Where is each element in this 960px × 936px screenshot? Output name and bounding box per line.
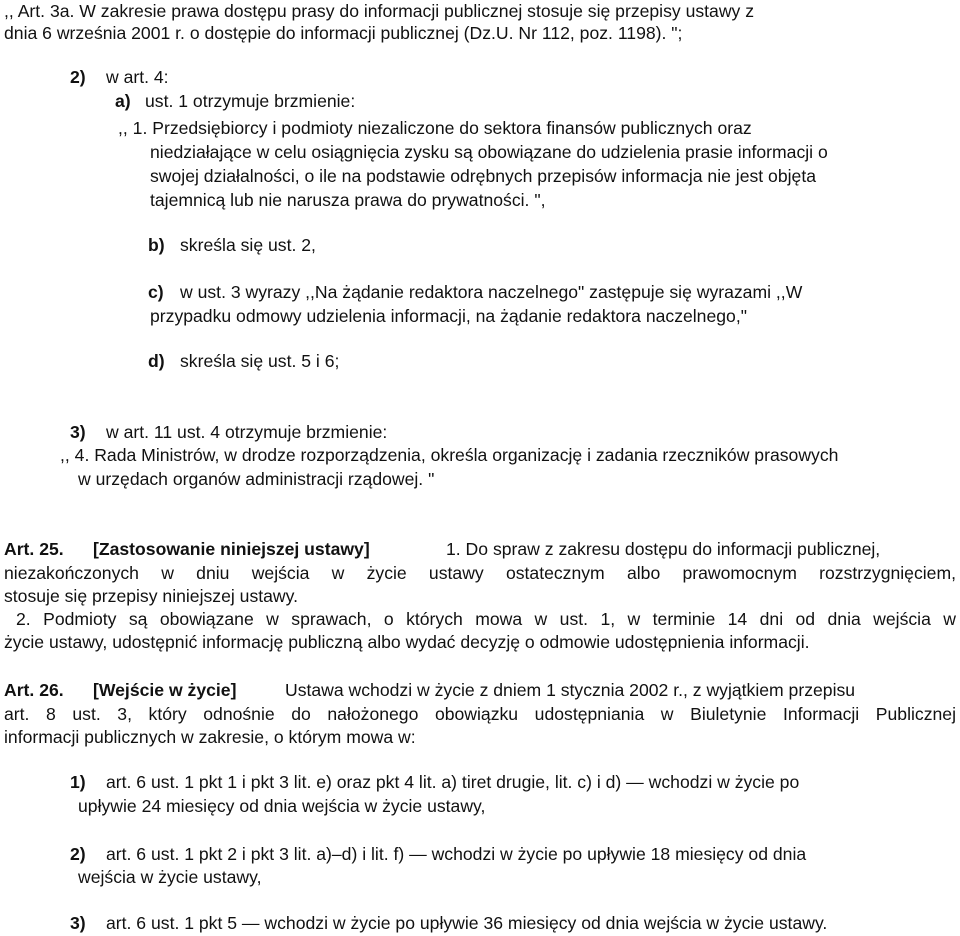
art25-title: [Zastosowanie niniejszej ustawy] — [93, 539, 370, 559]
enum-2-line-1: art. 6 ust. 1 pkt 2 i pkt 3 lit. a)–d) i lit. f) — wchodzi w życie po upływie 18 miesięcy od dnia — [106, 844, 807, 864]
letter-d: d) — [148, 351, 165, 371]
point-3-number: 3) — [70, 422, 86, 442]
point-2-text: w art. 4: — [106, 67, 169, 87]
art26-line-3: informacji publicznych w zakresie, o którym mowa w: — [4, 727, 416, 747]
letter-b: b) — [148, 235, 165, 255]
point-3-quote-line-2: w urzędach organów administracji rządowej. " — [78, 469, 435, 489]
letter-c-line-2: przypadku odmowy udzielenia informacji, na żądanie redaktora naczelnego," — [150, 306, 747, 326]
art25-line-4: 2. Podmioty są obowiązane w sprawach, o których mowa w ust. 1, w terminie 14 dni od dnia wejścia w — [16, 609, 956, 629]
art25-line-2: niezakończonych w dniu wejścia w życie ustawy ostatecznym albo prawomocnym rozstrzygnięciem, — [4, 563, 956, 583]
letter-a: a) — [115, 91, 131, 111]
enum-1-number: 1) — [70, 772, 86, 792]
art26-line-1: Ustawa wchodzi w życie z dniem 1 stycznia 2002 r., z wyjątkiem przepisu — [285, 680, 856, 700]
art26-line-2: art. 8 ust. 3, który odnośnie do nałożonego obowiązku udostępniania w Biuletynie Informacji Publicznej — [4, 704, 956, 724]
art25-line-5: życie ustawy, udostępnić informację publiczną albo wydać decyzję o odmowie udostępnienia informacji. — [4, 632, 810, 652]
art25-line-3: stosuje się przepisy niniejszej ustawy. — [4, 586, 299, 606]
art25-line-1: 1. Do spraw z zakresu dostępu do informacji publicznej, — [446, 539, 881, 559]
quote-a-line-4: tajemnicą lub nie narusza prawa do prywatności. ", — [150, 190, 546, 210]
point-3-text: w art. 11 ust. 4 otrzymuje brzmienie: — [106, 422, 388, 442]
letter-a-text: ust. 1 otrzymuje brzmienie: — [145, 91, 356, 111]
point-3-quote-line-1: ,, 4. Rada Ministrów, w drodze rozporządzenia, określa organizację i zadania rzeczników prasowych — [60, 445, 839, 465]
art26-label: Art. 26. — [4, 680, 64, 700]
enum-2-line-2: wejścia w życie ustawy, — [78, 867, 262, 887]
art25-label: Art. 25. — [4, 539, 64, 559]
letter-c-line-1: w ust. 3 wyrazy ,,Na żądanie redaktora naczelnego" zastępuje się wyrazami ,,W — [180, 282, 803, 302]
enum-1-line-1: art. 6 ust. 1 pkt 1 i pkt 3 lit. e) oraz pkt 4 lit. a) tiret drugie, lit. c) i d) — wchodzi w życie po — [106, 772, 800, 792]
art3a-line-2: dnia 6 września 2001 r. o dostępie do informacji publicznej (Dz.U. Nr 112, poz. 1198). "; — [4, 23, 683, 43]
point-2-number: 2) — [70, 67, 86, 87]
letter-c: c) — [148, 282, 164, 302]
enum-3-line-1: art. 6 ust. 1 pkt 5 — wchodzi w życie po upływie 36 miesięcy od dnia wejścia w życie ustawy. — [106, 913, 828, 933]
enum-3-number: 3) — [70, 913, 86, 933]
quote-a-line-3: swojej działalności, o ile na podstawie odrębnych przepisów informacja nie jest objęta — [150, 166, 816, 186]
letter-d-text: skreśla się ust. 5 i 6; — [180, 351, 340, 371]
enum-1-line-2: upływie 24 miesięcy od dnia wejścia w życie ustawy, — [78, 796, 486, 816]
art3a-line-1: ,, Art. 3a. W zakresie prawa dostępu prasy do informacji publicznej stosuje się przepisy ustawy z — [4, 1, 755, 21]
quote-a-line-1: ,, 1. Przedsiębiorcy i podmioty niezaliczone do sektora finansów publicznych oraz — [118, 118, 752, 138]
enum-2-number: 2) — [70, 844, 86, 864]
art26-title: [Wejście w życie] — [93, 680, 237, 700]
quote-a-line-2: niedziałające w celu osiągnięcia zysku są obowiązane do udzielenia prasie informacji o — [150, 142, 828, 162]
letter-b-text: skreśla się ust. 2, — [180, 235, 316, 255]
